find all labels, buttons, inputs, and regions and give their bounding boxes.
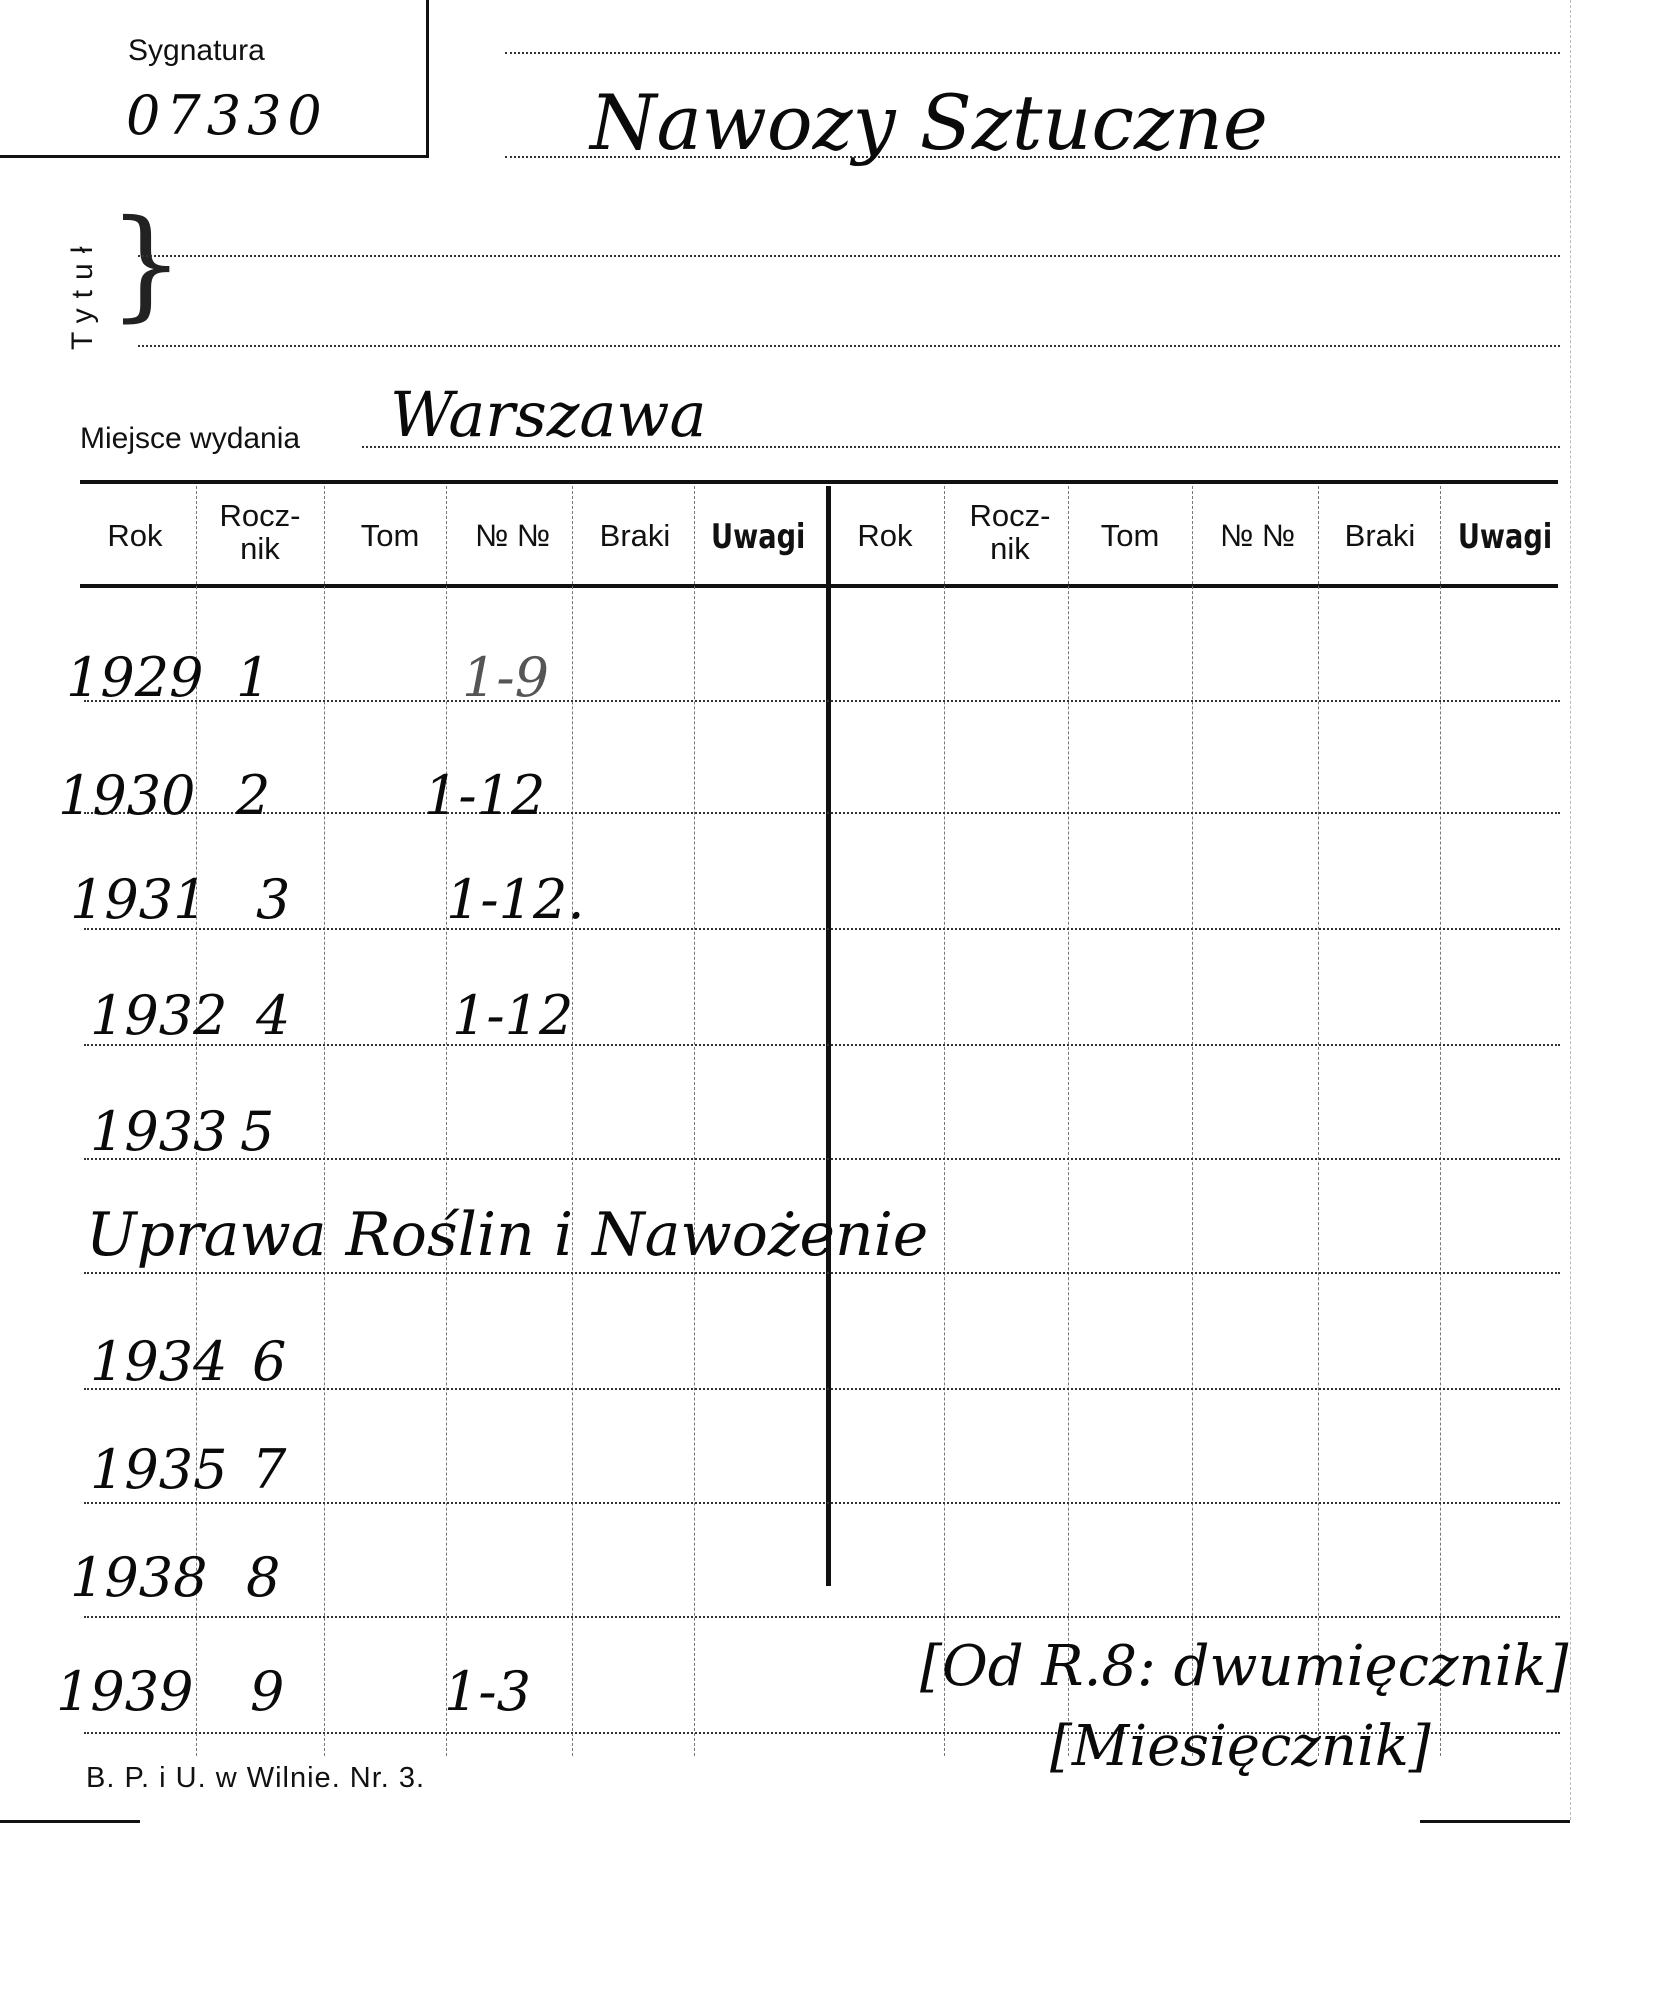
row-line <box>84 1272 1560 1274</box>
column-line <box>446 486 447 1756</box>
row-1935-rok: 1935 <box>90 1438 228 1501</box>
header-braki-right: Braki <box>1344 518 1416 553</box>
row-1931-rocznik: 3 <box>256 868 291 931</box>
row-1938-rocznik: 8 <box>246 1546 281 1609</box>
row-1929-numery: 1-9 <box>462 646 549 709</box>
title-line-4 <box>138 345 1560 347</box>
row-line <box>84 700 1560 702</box>
header-tom-right: Tom <box>1100 518 1160 553</box>
place-line <box>362 446 1560 448</box>
monthly-note: [Miesięcznik] <box>1050 1714 1431 1779</box>
row-1932-rok: 1932 <box>90 984 228 1047</box>
place-value: Warszawa <box>390 378 707 451</box>
row-1935-rocznik: 7 <box>252 1438 287 1501</box>
row-1929-rocznik: 1 <box>236 646 271 709</box>
periodical-title: Nawozy Sztuczne <box>590 78 1268 167</box>
row-line <box>84 1502 1560 1504</box>
row-line <box>84 1388 1560 1390</box>
column-line <box>1068 486 1069 1756</box>
signature-label: Sygnatura <box>128 34 265 67</box>
printer-footer: B. P. i U. w Wilnie. Nr. 3. <box>86 1762 426 1794</box>
header-uwagi-left: Uwagi <box>711 517 806 557</box>
row-1938-rok: 1938 <box>70 1546 208 1609</box>
table-header-rule <box>80 584 1558 588</box>
tytul-brace: } <box>108 195 185 334</box>
title-line-1 <box>505 52 1560 54</box>
column-line <box>324 486 325 1756</box>
row-1930-rok: 1930 <box>58 764 196 827</box>
frequency-note: [Od R.8: dwumięcznik] <box>920 1634 1569 1699</box>
header-rok-left: Rok <box>107 518 163 553</box>
row-line <box>84 812 1560 814</box>
header-uwagi-right: Uwagi <box>1457 517 1553 557</box>
column-line <box>694 486 695 1756</box>
card-bottom-edge-left <box>0 1820 140 1823</box>
row-1939-rok: 1939 <box>56 1660 194 1723</box>
row-1939-numery: 1-3 <box>444 1660 531 1723</box>
row-1934-rocznik: 6 <box>252 1330 287 1393</box>
row-1930-numery: 1-12 <box>424 764 546 827</box>
row-line <box>84 1616 1560 1618</box>
header-numery-left: № № <box>474 518 551 553</box>
row-1933-rok: 1933 <box>90 1100 228 1163</box>
column-line <box>1440 486 1441 1756</box>
row-1933-rocznik: 5 <box>240 1100 275 1163</box>
row-1939-rocznik: 9 <box>250 1660 285 1723</box>
row-line <box>84 1044 1560 1046</box>
tytul-label: Tytuł <box>66 236 99 350</box>
center-divider <box>826 486 831 1586</box>
row-1931-rok: 1931 <box>70 868 208 931</box>
header-braki-left: Braki <box>599 518 671 553</box>
header-tom-left: Tom <box>360 518 420 553</box>
row-1930-rocznik: 2 <box>236 764 271 827</box>
column-line <box>572 486 573 1756</box>
header-rocznik-right: Rocz- nik <box>969 498 1051 566</box>
place-label: Miejsce wydania <box>80 422 301 455</box>
row-1931-numery: 1-12. <box>446 868 585 931</box>
header-rok-right: Rok <box>857 518 913 553</box>
row-1934-rok: 1934 <box>90 1330 228 1393</box>
row-line <box>84 1158 1560 1160</box>
signature-number: 07330 <box>126 84 328 147</box>
row-1932-numery: 1-12 <box>452 984 574 1047</box>
card-bottom-edge-right <box>1420 1820 1570 1823</box>
column-line <box>1192 486 1193 1756</box>
header-rocznik-left: Rocz- nik <box>219 498 301 566</box>
row-1932-rocznik: 4 <box>256 984 291 1047</box>
table-top-rule <box>80 480 1558 484</box>
title-change-note: Uprawa Roślin i Nawożenie <box>86 1200 929 1270</box>
title-line-3 <box>138 255 1560 257</box>
column-line <box>944 486 945 1756</box>
column-line <box>1318 486 1319 1756</box>
card-right-edge <box>1570 0 1571 1820</box>
row-line <box>84 928 1560 930</box>
row-1929-rok: 1929 <box>66 646 204 709</box>
header-numery-right: № № <box>1219 518 1296 553</box>
